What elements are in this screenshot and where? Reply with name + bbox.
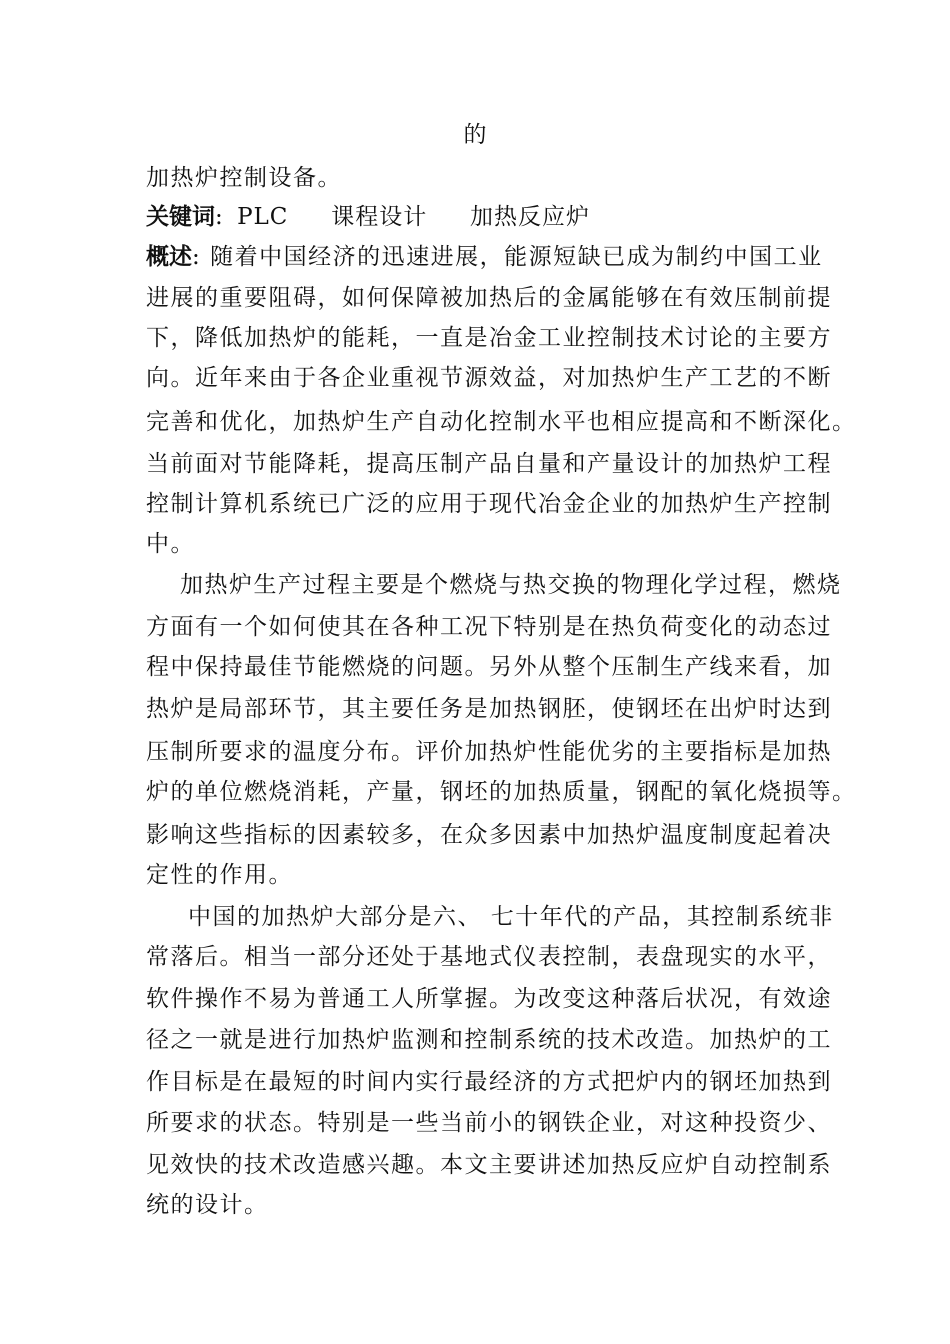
keywords-colon: : (215, 204, 225, 230)
paragraph-line: 统的设计。 (146, 1192, 269, 1218)
keywords-line (146, 200, 590, 234)
overview-line: 控制计算机系统已广泛的应用于现代冶金企业的加热炉生产控制 (146, 491, 832, 517)
paragraph-line: 热炉是局部环节，其主要任务是加热钢胚，使钢坯在出炉时达到 (146, 696, 832, 722)
paragraph-line: 软件操作不易为普通工人所掌握。为改变这种落后状况，有效途 (146, 986, 832, 1012)
keywords-label: 关键词 (146, 204, 215, 230)
paragraph-line: 程中保持最佳节能燃烧的问题。另外从整个压制生产线来看，加 (146, 654, 832, 680)
paragraph-line: 常落后。相当一部分还处于基地式仪表控制，表盘现实的水平， (146, 944, 832, 970)
overview-text: 随着中国经济的迅速进展，能源短缺已成为制约中国工业 (210, 244, 823, 270)
paragraph-line: 径之一就是进行加热炉监测和控制系统的技术改造。加热炉的工 (146, 1027, 832, 1053)
overview-line: 中。 (146, 531, 195, 557)
keyword-item: PLC (237, 204, 289, 230)
paragraph-line: 加热炉生产过程主要是个燃烧与热交换的物理化学过程，燃烧 (180, 572, 842, 598)
paragraph-line: 方面有一个如何使其在各种工况下特别是在热负荷变化的动态过 (146, 614, 832, 640)
overview-line: 向。近年来由于各企业重视节源效益，对加热炉生产工艺的不断 (146, 365, 832, 391)
overview-label: 概述 (146, 244, 192, 270)
overview-line: 进展的重要阻碍，如何保障被加热后的金属能够在有效压制前提 (146, 285, 832, 311)
overview-line: 完善和优化，加热炉生产自动化控制水平也相应提高和不断深化。 (146, 409, 857, 435)
overview-colon: : (192, 244, 202, 270)
keyword-item: 加热反应炉 (470, 204, 591, 230)
paragraph-line: 定性的作用。 (146, 862, 293, 888)
overview-line: 下，降低加热炉的能耗，一直是冶金工业控制技术讨论的主要方 (146, 325, 832, 351)
first-line: 加热炉控制设备。 (146, 165, 342, 191)
paragraph-line: 作目标是在最短的时间内实行最经济的方式把炉内的钢坯加热到 (146, 1069, 832, 1095)
paragraph-line: 中国的加热炉大部分是六、 七十年代的产品，其控制系统非 (188, 904, 834, 930)
paragraph-line: 压制所要求的温度分布。评价加热炉性能优劣的主要指标是加热 (146, 739, 832, 765)
header-fragment: 的 (463, 122, 487, 148)
paragraph-line: 影响这些指标的因素较多，在众多因素中加热炉温度制度起着决 (146, 822, 832, 848)
overview-line: 当前面对节能降耗，提高压制产品自量和产量设计的加热炉工程 (146, 451, 832, 477)
paragraph-line: 炉的单位燃烧消耗，产量，钢坯的加热质量，钢配的氧化烧损等。 (146, 779, 857, 805)
paragraph-line: 所要求的状态。特别是一些当前小的钢铁企业，对这种投资少、 (146, 1110, 832, 1136)
keyword-item: 课程设计 (331, 204, 428, 230)
paragraph-line: 见效快的技术改造感兴趣。本文主要讲述加热反应炉自动控制系 (146, 1152, 832, 1178)
overview-first-line (146, 240, 823, 274)
